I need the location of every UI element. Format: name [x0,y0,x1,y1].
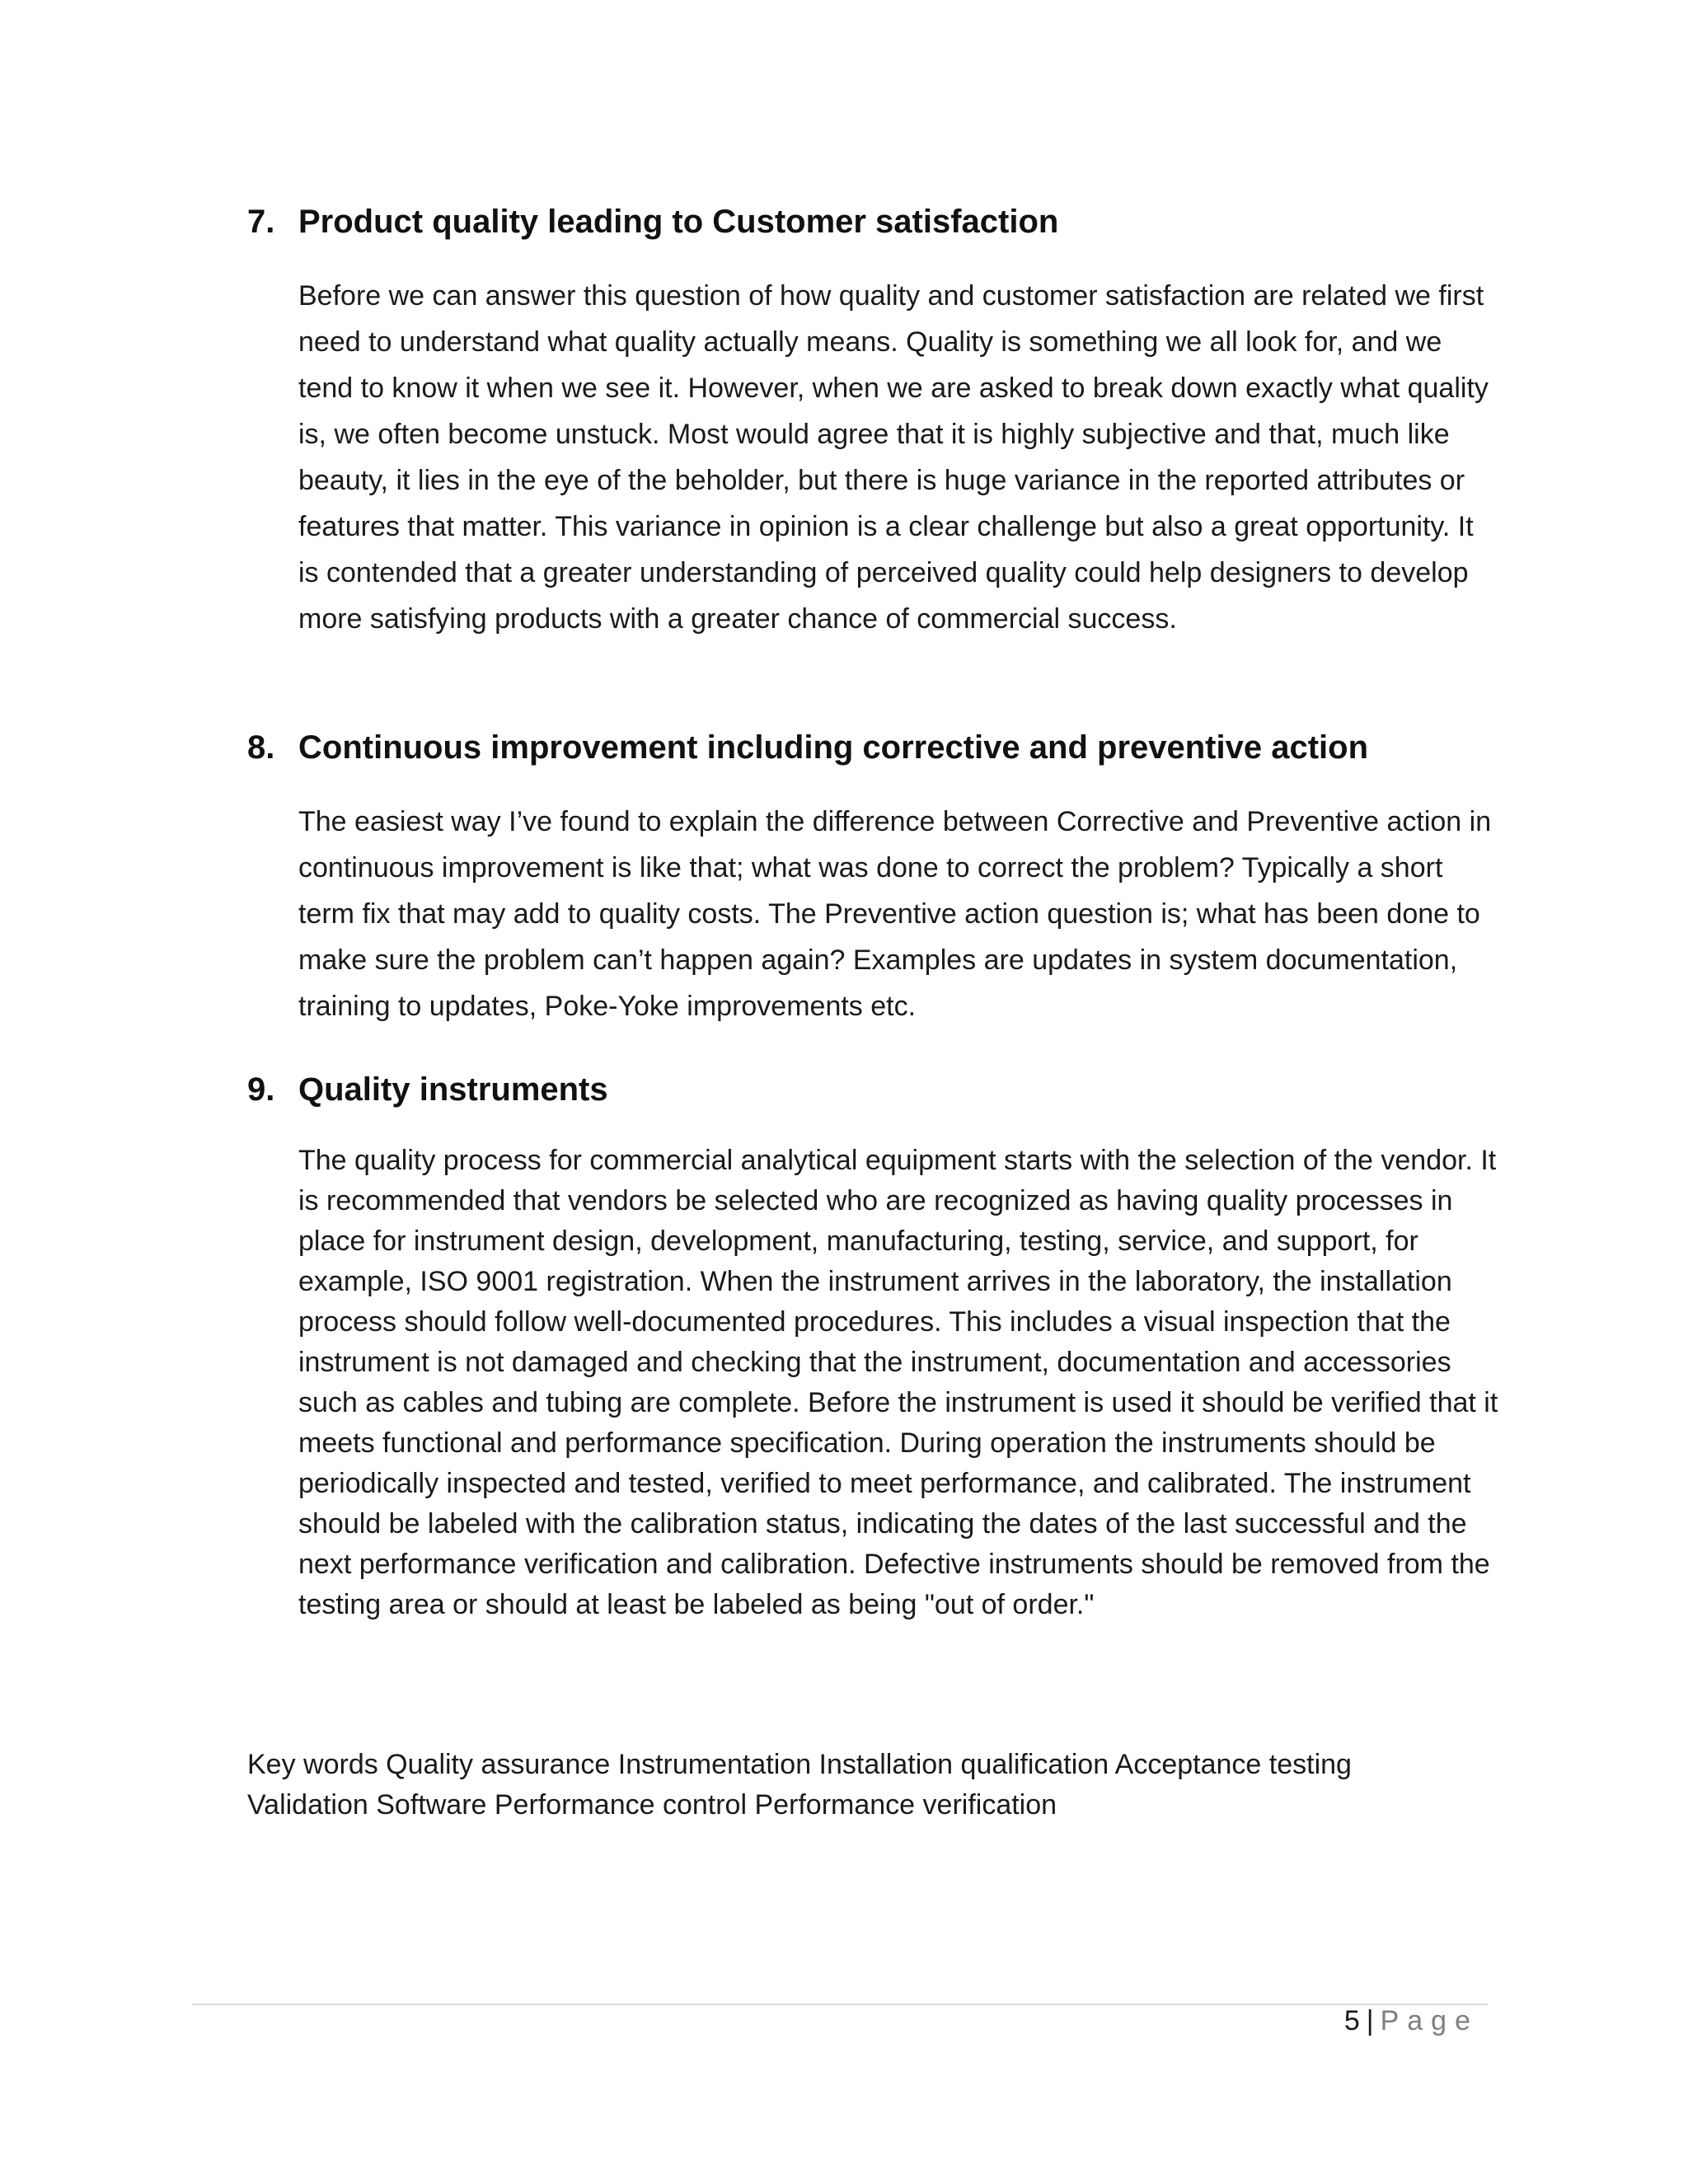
page-footer [1344,2004,1479,2037]
section-9 [247,1070,1500,1653]
page-label: Page [1380,2005,1479,2036]
section-title: Product quality leading to Customer satisfaction [298,204,1059,240]
section-8 [247,728,1500,1057]
section-title: Quality instruments [298,1071,608,1108]
section-7 [247,202,1500,670]
section-number: 8. [247,729,275,766]
section-paragraph: Before we can answer this question of how quality and customer satisfaction are related we first need to understand what quality actually means. Quality is something we all look for, and we tend to know it when we see it. However, when we are asked to break down exactly what quality is, we often become unstuck. Most would agree that it is highly subjective and that, much like beauty, it lies in the eye of the beholder, but there is huge variance in the reported attributes or features that matter. This variance in opinion is a clear challenge but also a great opportunity. It is contended that a greater understanding of perceived quality could help designers to develop more satisfying products with a greater chance of commercial success. [298,280,1489,635]
section-number: 9. [247,1071,275,1108]
section-paragraph: The easiest way I’ve found to explain the difference between Corrective and Preventive action in continuous improvement is like that; what was done to correct the problem? Typically a short term fix that may add to quality costs. The Preventive action question is; what has been done to make sure the problem can’t happen again? Examples are updates in system documentation, training to updates, Poke-Yoke improvements etc. [298,806,1492,1022]
section-heading [247,1070,1500,1109]
section-heading [247,202,1500,241]
section-heading [247,728,1500,767]
section-number: 7. [247,204,275,240]
section-title: Continuous improvement including corrective and preventive action [298,729,1369,766]
section-paragraph: The quality process for commercial analytical equipment starts with the selection of the vendor. It is recommended that vendors be selected who are recognized as having quality processes in place for instrument design, development, manufacturing, testing, service, and support, for example, ISO 9001 registration. When the instrument arrives in the laboratory, the installation process should follow well-documented procedures. This includes a visual inspection that the instrument is not damaged and checking that the instrument, documentation and accessories such as cables and tubing are complete. Before the instrument is used it should be verified that it meets functional and performance specification. During operation the instruments should be periodically inspected and tested, verified to meet performance, and calibrated. The instrument should be labeled with the calibration status, indicating the dates of the last successful and the next performance verification and calibration. Defective instruments should be removed from the testing area or should at least be labeled as being "out of order." [298,1145,1498,1620]
keywords-line: Key words Quality assurance Instrumentation Installation qualification Acceptance testing Validation Software Performance control Performance verification [247,1749,1352,1821]
footer-divider [192,2004,1488,2005]
page-number: 5 [1343,2005,1360,2036]
page-separator: | [1366,2005,1374,2036]
